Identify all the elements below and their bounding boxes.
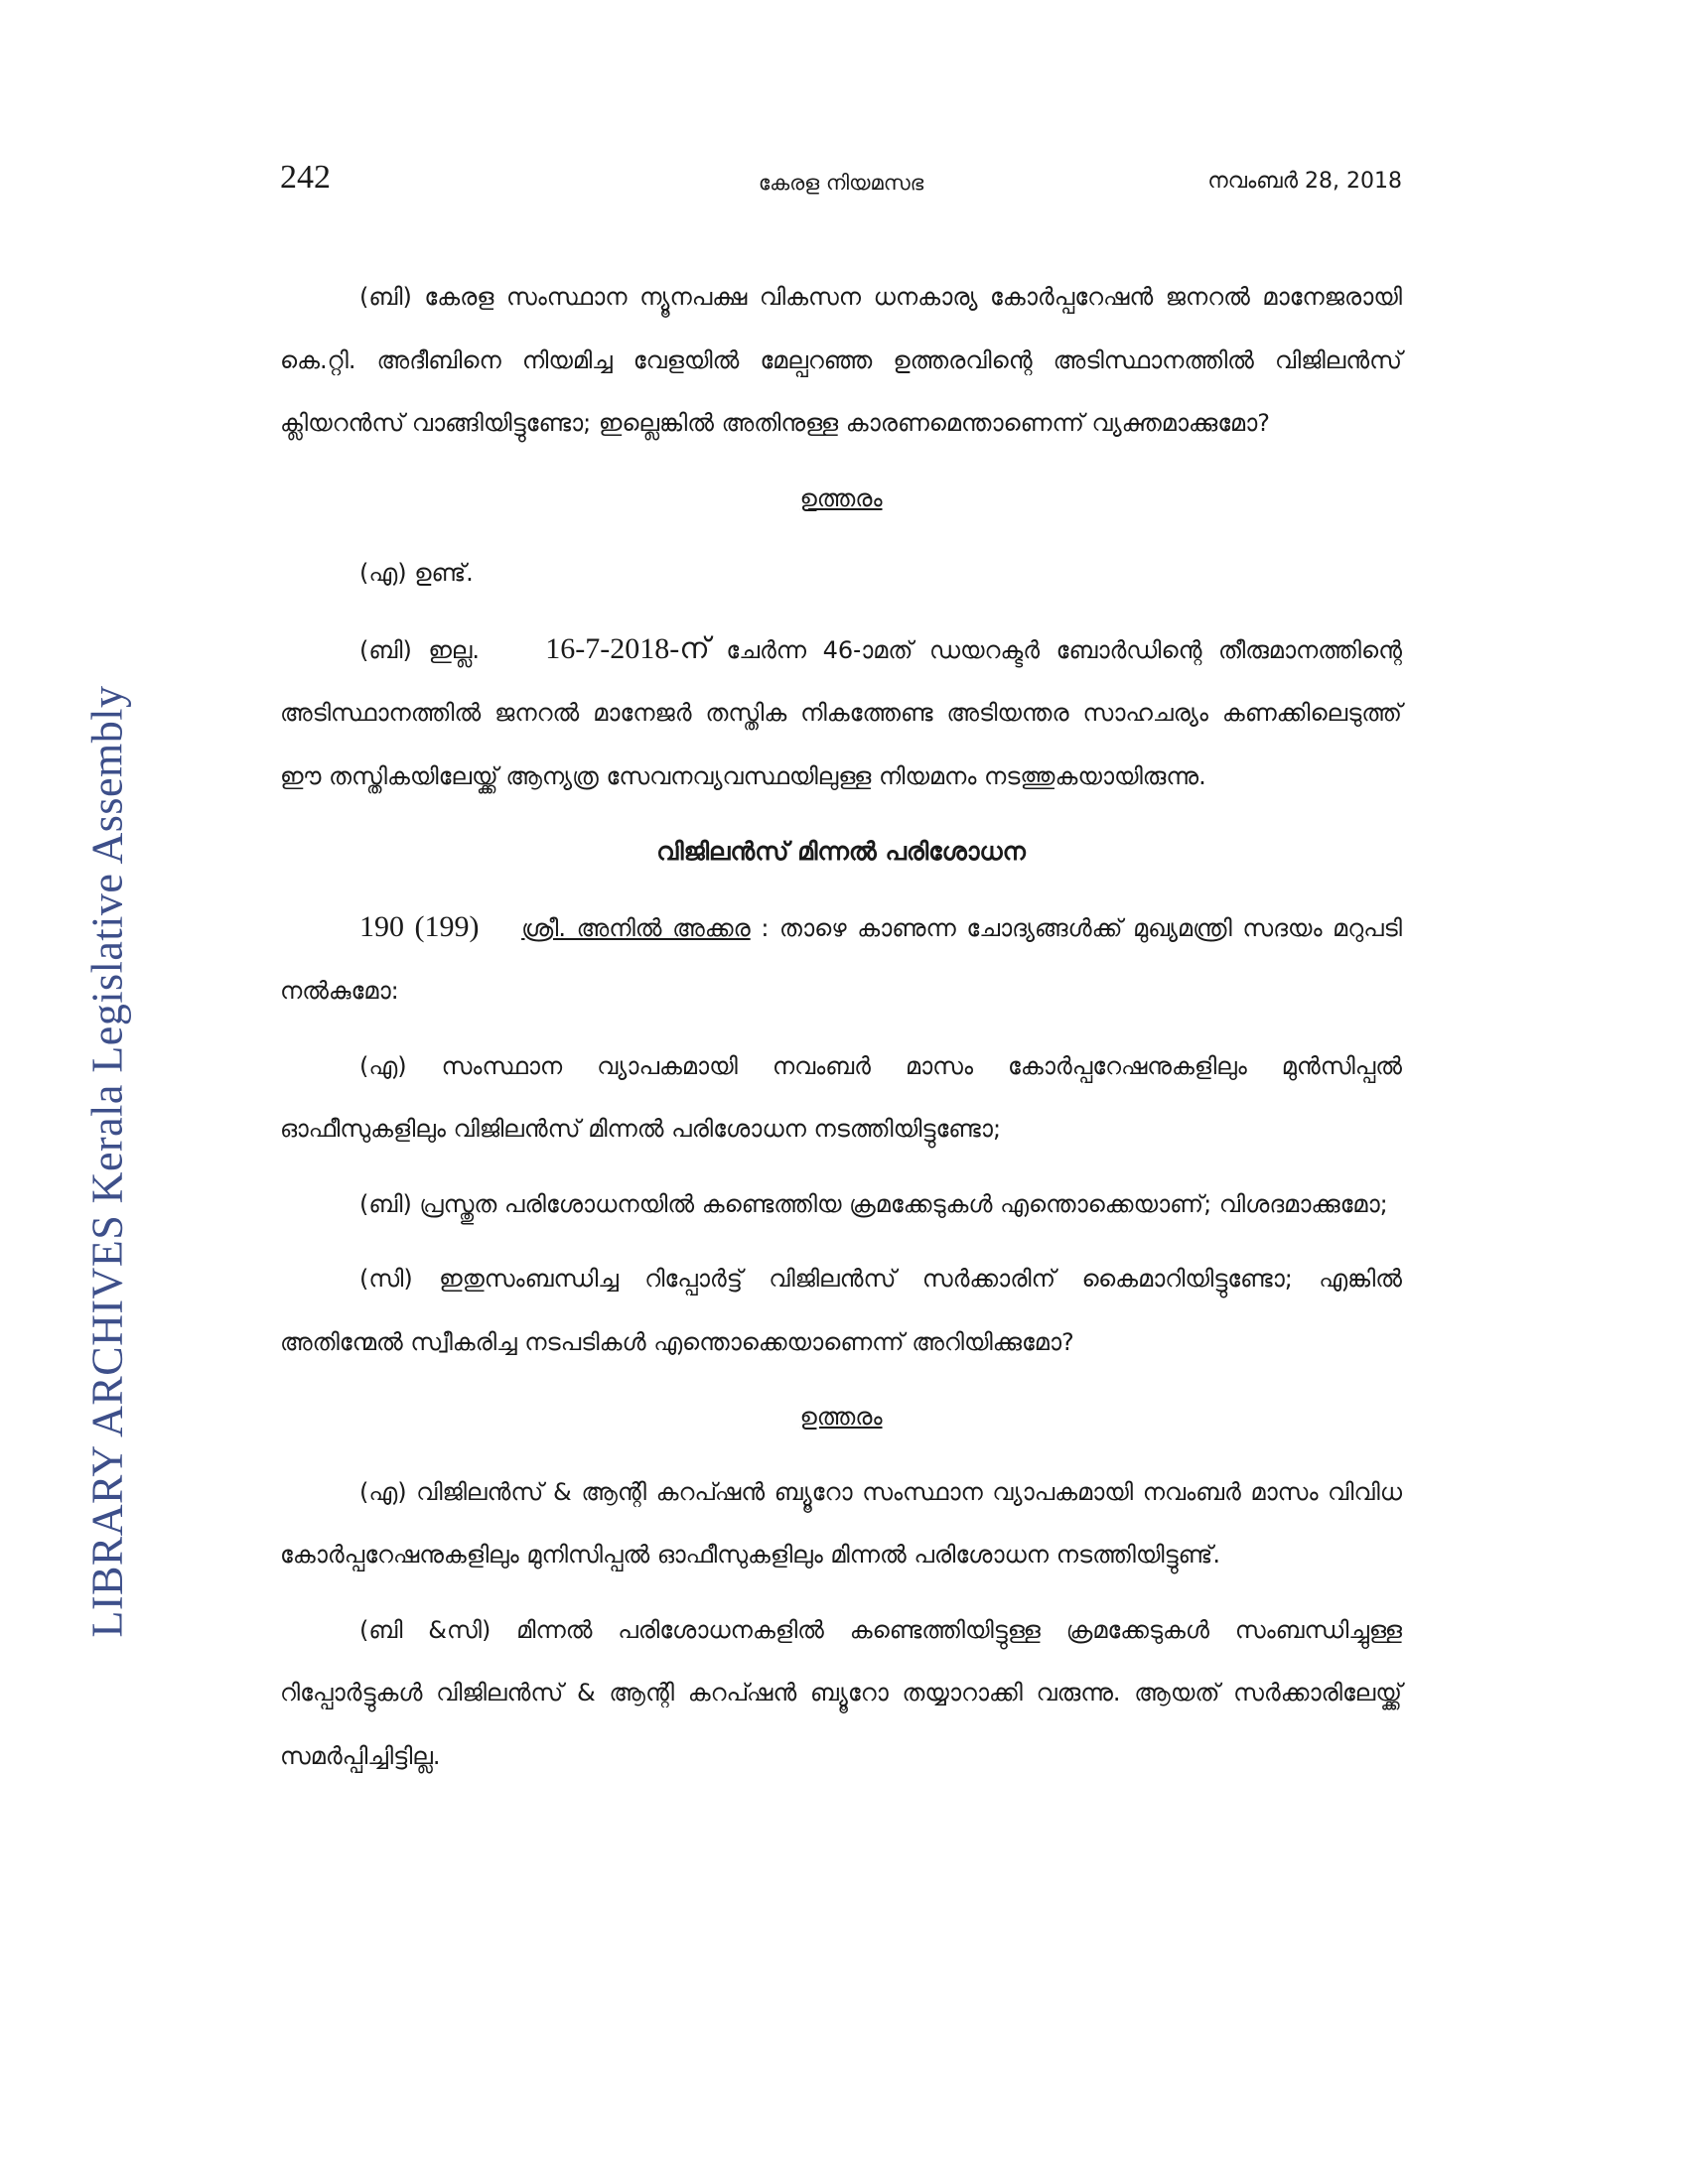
answer-2-heading (280, 1386, 1402, 1449)
section-title: വിജിലൻസ് മിന്നൽ പരിശോധന (656, 837, 1026, 866)
member-name: ശ്രീ. അനിൽ അക്കര (521, 913, 751, 942)
question-number: 190 (199) (359, 909, 480, 943)
answer-1b-date: 16-7-2018-ന് (545, 631, 710, 665)
library-archives-watermark: LIBRARY ARCHIVES Kerala Legislative Assembly (82, 685, 132, 1638)
question-1-part-b: (ബി) കേരള സംസ്ഥാന ന്യൂനപക്ഷ വികസന ധനകാര്യ കോർപ്പറേഷൻ ജനറൽ മാനേജരായി കെ.റ്റി. അദീബിനെ നിയമിച്ച വേളയിൽ മേല്പറഞ്ഞ ഉത്തരവിന്റെ അടിസ്ഥാനത്തിൽ വിജിലൻസ് ക്ലിയറൻസ് വാങ്ങിയിട്ടുണ്ടോ; ഇല്ലെങ്കിൽ അതിനുള്ള കാരണമെന്താണെന്ന് വ്യക്തമാക്കുമോ? (280, 283, 1402, 437)
answer-1-heading-text: ഉത്തരം (799, 483, 883, 512)
answer-1-heading (280, 468, 1402, 531)
header-date: നവംബർ 28, 2018 (1207, 169, 1402, 194)
page-header (280, 159, 1402, 208)
question-2-part-a: (എ) സംസ്ഥാന വ്യാപകമായി നവംബർ മാസം കോർപ്പറേഷനുകളിലും മുൻസിപ്പൽ ഓഫീസുകളിലും വിജിലൻസ് മിന്നൽ പരിശോധന നടത്തിയിട്ടുണ്ടോ; (280, 1051, 1402, 1143)
answer-1-part-a: (എ) ഉണ്ട്. (359, 559, 474, 587)
answer-2-heading-text: ഉത്തരം (799, 1403, 883, 1431)
answer-1b-prefix: (ബി) ഇല്ല. (359, 635, 481, 664)
document-body (280, 266, 1402, 1788)
answer-1-part-b (280, 617, 1402, 809)
answer-2-part-a: (എ) വിജിലൻസ് & ആന്റി കറപ്ഷൻ ബ്യൂറോ സംസ്ഥാന വ്യാപകമായി നവംബർ മാസം വിവിധ കോർപ്പറേഷനുകളിലും മുനിസിപ്പൽ ഓഫീസുകളിലും മിന്നൽ പരിശോധന നടത്തിയിട്ടുണ്ട്. (280, 1477, 1402, 1569)
question-2-part-c: (സി) ഇതുസംബന്ധിച്ച റിപ്പോർട്ട് വിജിലൻസ് സർക്കാരിന് കൈമാറിയിട്ടുണ്ടോ; എങ്കിൽ അതിന്മേൽ സ്വീകരിച്ച നടപടികൾ എന്തൊക്കെയാണെന്ന് അറിയിക്കുമോ? (280, 1265, 1402, 1356)
question-2-part-b: (ബി) പ്രസ്തുത പരിശോധനയിൽ കണ്ടെത്തിയ ക്രമക്കേടുകൾ എന്തൊക്കെയാണ്; വിശദമാക്കുമോ; (359, 1189, 1388, 1218)
question-2-intro-text: : താഴെ കാണുന്ന ചോദ്യങ്ങൾക്ക് മുഖ്യമന്ത്രി സദയം മറുപടി നൽകുമോ: (280, 913, 1403, 1005)
answer-1b-text: ചേർന്ന 46-ാമത് ഡയറക്ടർ ബോർഡിന്റെ തീരുമാനത്തിന്റെ അടിസ്ഥാനത്തിൽ ജനറൽ മാനേജർ തസ്തിക നികത്തേണ്ട അടിയന്തര സാഹചര്യം കണക്കിലെടുത്ത് ഈ തസ്തികയിലേയ്ക്ക് ആന്യത്ര സേവനവ്യവസ്ഥയിലുള്ള നിയമനം നടത്തുകയായിരുന്നു. (280, 635, 1402, 790)
header-title: കേരള നിയമസഭ (758, 171, 924, 195)
answer-2-part-bc: (ബി &സി) മിന്നൽ പരിശോധനകളിൽ കണ്ടെത്തിയിട്ടുള്ള ക്രമക്കേടുകൾ സംബന്ധിച്ചുള്ള റിപ്പോർട്ടുകൾ വിജിലൻസ് & ആന്റി കറപ്ഷൻ ബ്യൂറോ തയ്യാറാക്കി വരുന്നു. ആയത് സർക്കാരിലേയ്ക്ക് സമർപ്പിച്ചിട്ടില്ല. (280, 1615, 1402, 1770)
question-2-intro (280, 895, 1402, 1024)
page-number: 242 (280, 159, 331, 196)
